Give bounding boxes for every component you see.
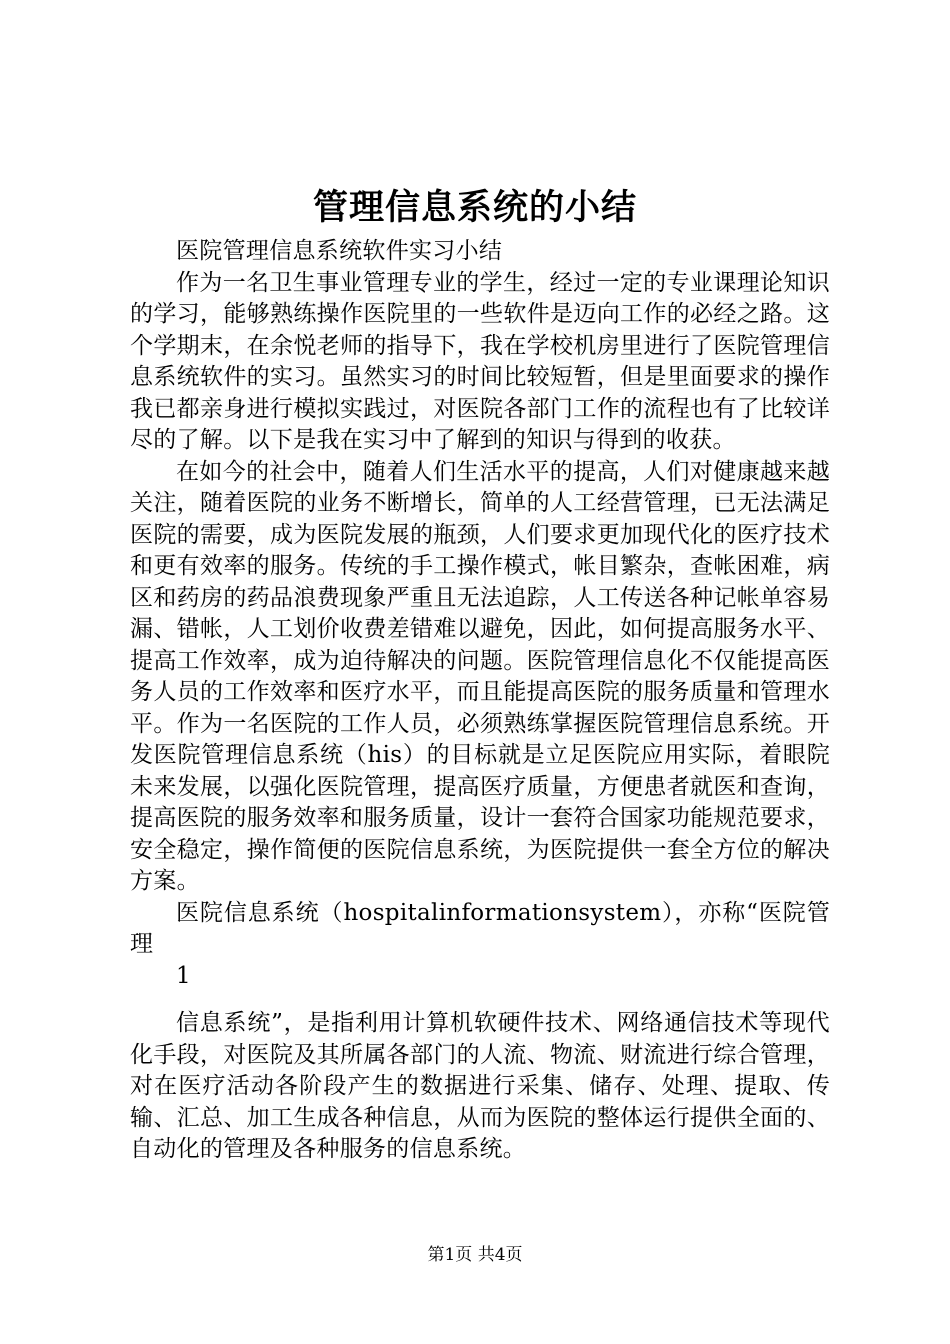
inline-page-number: 1 [176,962,191,989]
document-body [130,236,830,1166]
page-footer: 第1页 共4页 [427,1245,523,1265]
paragraph-continuation: 信息系统”，是指利用计算机软硬件技术、网络通信技术等现代化手段，对医院及其所属各部门的人流、物流、财流进行综合管理，对在医疗活动各阶段产生的数据进行采集、储存、处理、提取、传输、汇总、加工生成各种信息，从而为医院的整体运行提供全面的、自动化的管理及各种服务的信息系统。 [130,1010,830,1162]
paragraph-2: 在如今的社会中，随着人们生活水平的提高，人们对健康越来越关注，随着医院的业务不断增长，简单的人工经营管理，已无法满足医院的需要，成为医院发展的瓶颈，人们要求更加现代化的医疗技术和更有效率的服务。传统的手工操作模式，帐目繁杂，查帐困难，病区和药房的药品浪费现象严重且无法追踪，人工传送各种记帐单容易漏、错帐，人工划价收费差错难以避免，因此，如何提高服务水平、提高工作效率，成为迫待解决的问题。医院管理信息化不仅能提高医务人员的工作效率和医疗水平，而且能提高医院的服务质量和管理水平。作为一名医院的工作人员，必须熟练掌握医院管理信息系统。开发医院管理信息系统（his）的目标就是立足医院应用实际，着眼院未来发展，以强化医院管理，提高医疗质量，方便患者就医和查询，提高医院的服务效率和服务质量，设计一套符合国家功能规范要求，安全稳定，操作简便的医院信息系统，为医院提供一套全方位的解决方案。 [130,458,830,894]
subtitle: 医院管理信息系统软件实习小结 [176,238,503,264]
document-title: 管理信息系统的小结 [312,187,637,228]
paragraph-1: 作为一名卫生事业管理专业的学生，经过一定的专业课理论知识的学习，能够熟练操作医院里的一些软件是迈向工作的必经之路。这个学期末，在余悦老师的指导下，我在学校机房里进行了医院管理信息系统软件的实习。虽然实习的时间比较短暂，但是里面要求的操作我已都亲身进行模拟实践过，对医院各部门工作的流程也有了比较详尽的了解。以下是我在实习中了解到的知识与得到的收获。 [130,269,830,453]
paragraph-3: 医院信息系统（hospitalinformationsystem），亦称“医院管理 [130,899,830,957]
